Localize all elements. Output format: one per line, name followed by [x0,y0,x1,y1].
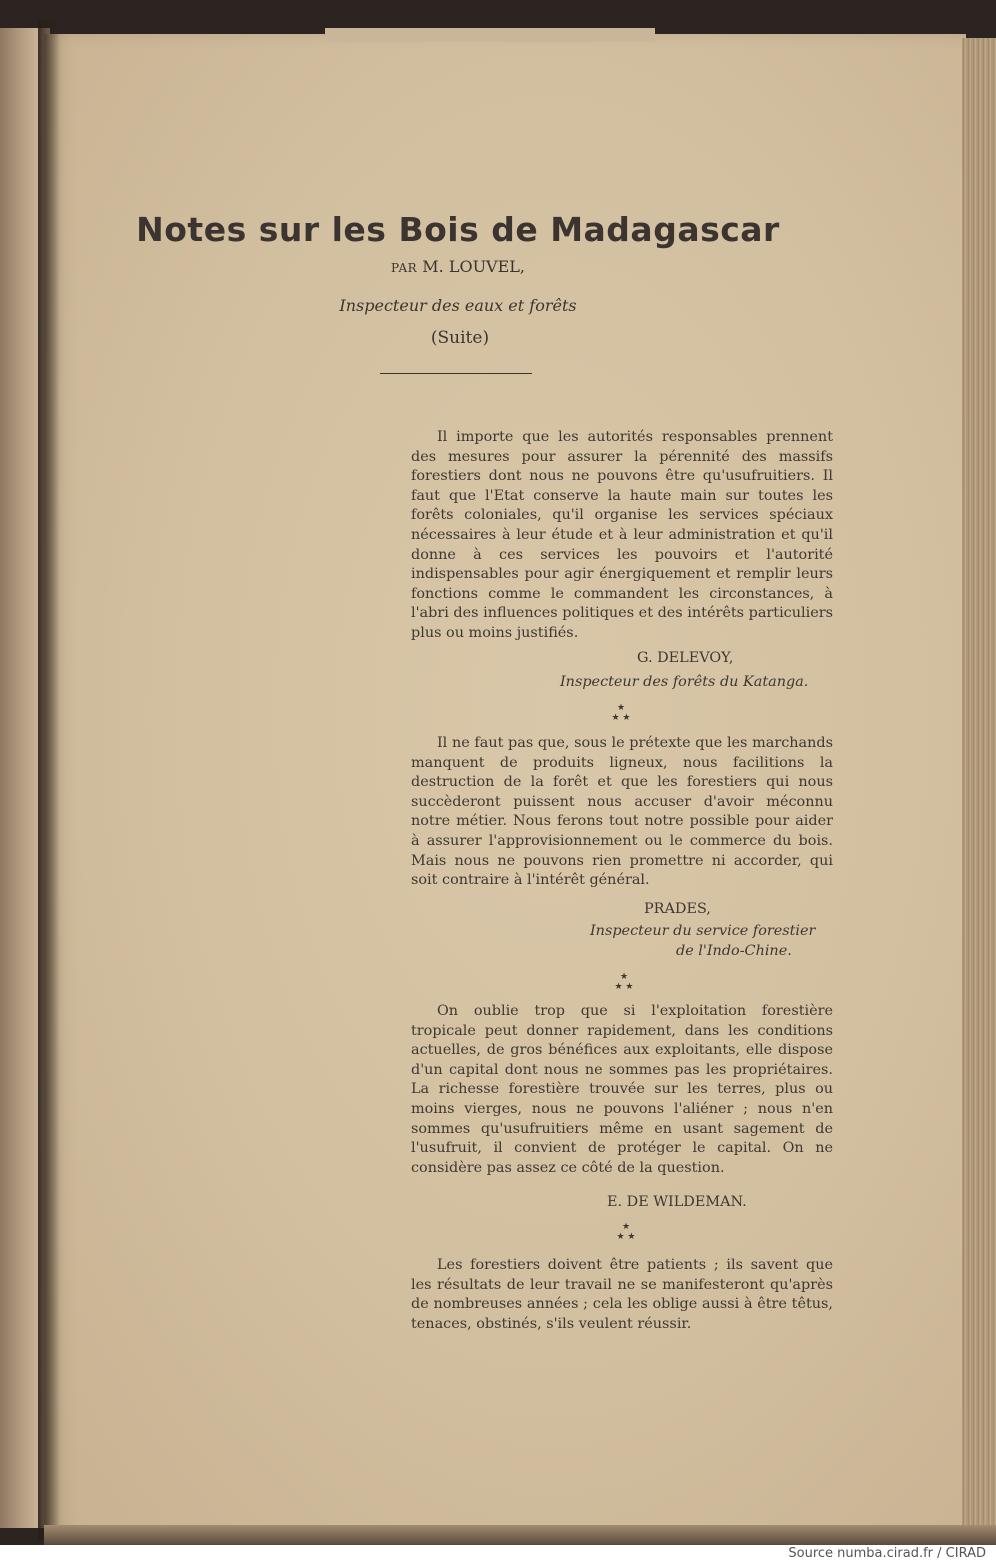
page-top-fold [325,28,655,42]
source-credit: Source numba.cirad.fr / CIRAD [788,1546,986,1561]
byline-author: M. LOUVEL, [422,257,525,276]
quote-paragraph: Il ne faut pas que, sous le prétexte que les marchands manquent de produits ligneux, nous facilitions la destruction de la forêt et que les forestiers qui nous succèderont puissent nous accuser d'avoir méconnu notre métier. Nous ferons tout notre possible pour aider à assurer l'approvisionnement ou le commerce du bois. Mais nous ne pouvons rien promettre ni accorder, qui soit contraire à l'intérêt général. [411,735,833,889]
header-rule [380,373,532,374]
quote-paragraph: Les forestiers doivent être patients ; ils savent que les résultats de leur travail ne se manifesteront qu'après de nombreuses années ; cela les oblige aussi à être têtus, tenaces, obstinés, s'ils veulent réussir. [411,1257,833,1332]
quote-author-title: Inspecteur du service forestier [590,923,816,939]
byline-par: PAR [390,261,418,275]
page-stack-edge [962,38,996,1538]
continuation-note: (Suite) [430,328,490,348]
quote-author-title: Inspecteur des forêts du Katanga. [560,674,809,690]
spine-shadow [38,20,60,1540]
quote-author-title-line2: de l'Indo-Chine. [676,943,792,959]
article-title: Notes sur les Bois de Madagascar [136,210,780,249]
section-separator-stars: ★ ★ ★ [616,1222,636,1242]
section-separator-stars: ★ ★ ★ [614,972,634,992]
article-byline [300,257,616,276]
author-affiliation: Inspecteur des eaux et forêts [339,296,577,315]
quote-author: E. DE WILDEMAN. [607,1194,747,1210]
quote-author: G. DELEVOY, [637,650,734,666]
quote-author: PRADES, [644,901,711,917]
quote-paragraph: On oublie trop que si l'exploitation forestière tropicale peut donner rapidement, dans les conditions actuelles, de gros bénéfices aux exploitants, elle dispose d'un capital dont nous ne sommes pas les propriétaires. La richesse forestière trouvée sur les terres, plus ou moins vierges, nous ne pouvons l'aliéner ; nous n'en sommes qu'usufruitiers même en usant sagement de l'usufruit, il convient de protéger le capital. On ne considère pas assez ce côté de la question. [411,1003,833,1176]
page-bottom-edge [44,1525,996,1545]
section-separator-stars: ★ ★ ★ [611,703,631,723]
quote-paragraph: Il importe que les autorités responsables prennent des mesures pour assurer la pérennité des massifs forestiers dont nous ne pouvons être qu'usufruitiers. Il faut que l'Etat conserve la haute main sur toutes les forêts coloniales, qu'il organise les services spéciaux nécessaires à leur étude et à leur administration et qu'il donne à ces services les pouvoirs et l'autorité indispensables pour agir énergiquement et remplir leurs fonctions comme le commandent les circonstances, à l'abri des influences politiques et des intérêts particuliers plus ou moins justifiés. [411,429,833,641]
